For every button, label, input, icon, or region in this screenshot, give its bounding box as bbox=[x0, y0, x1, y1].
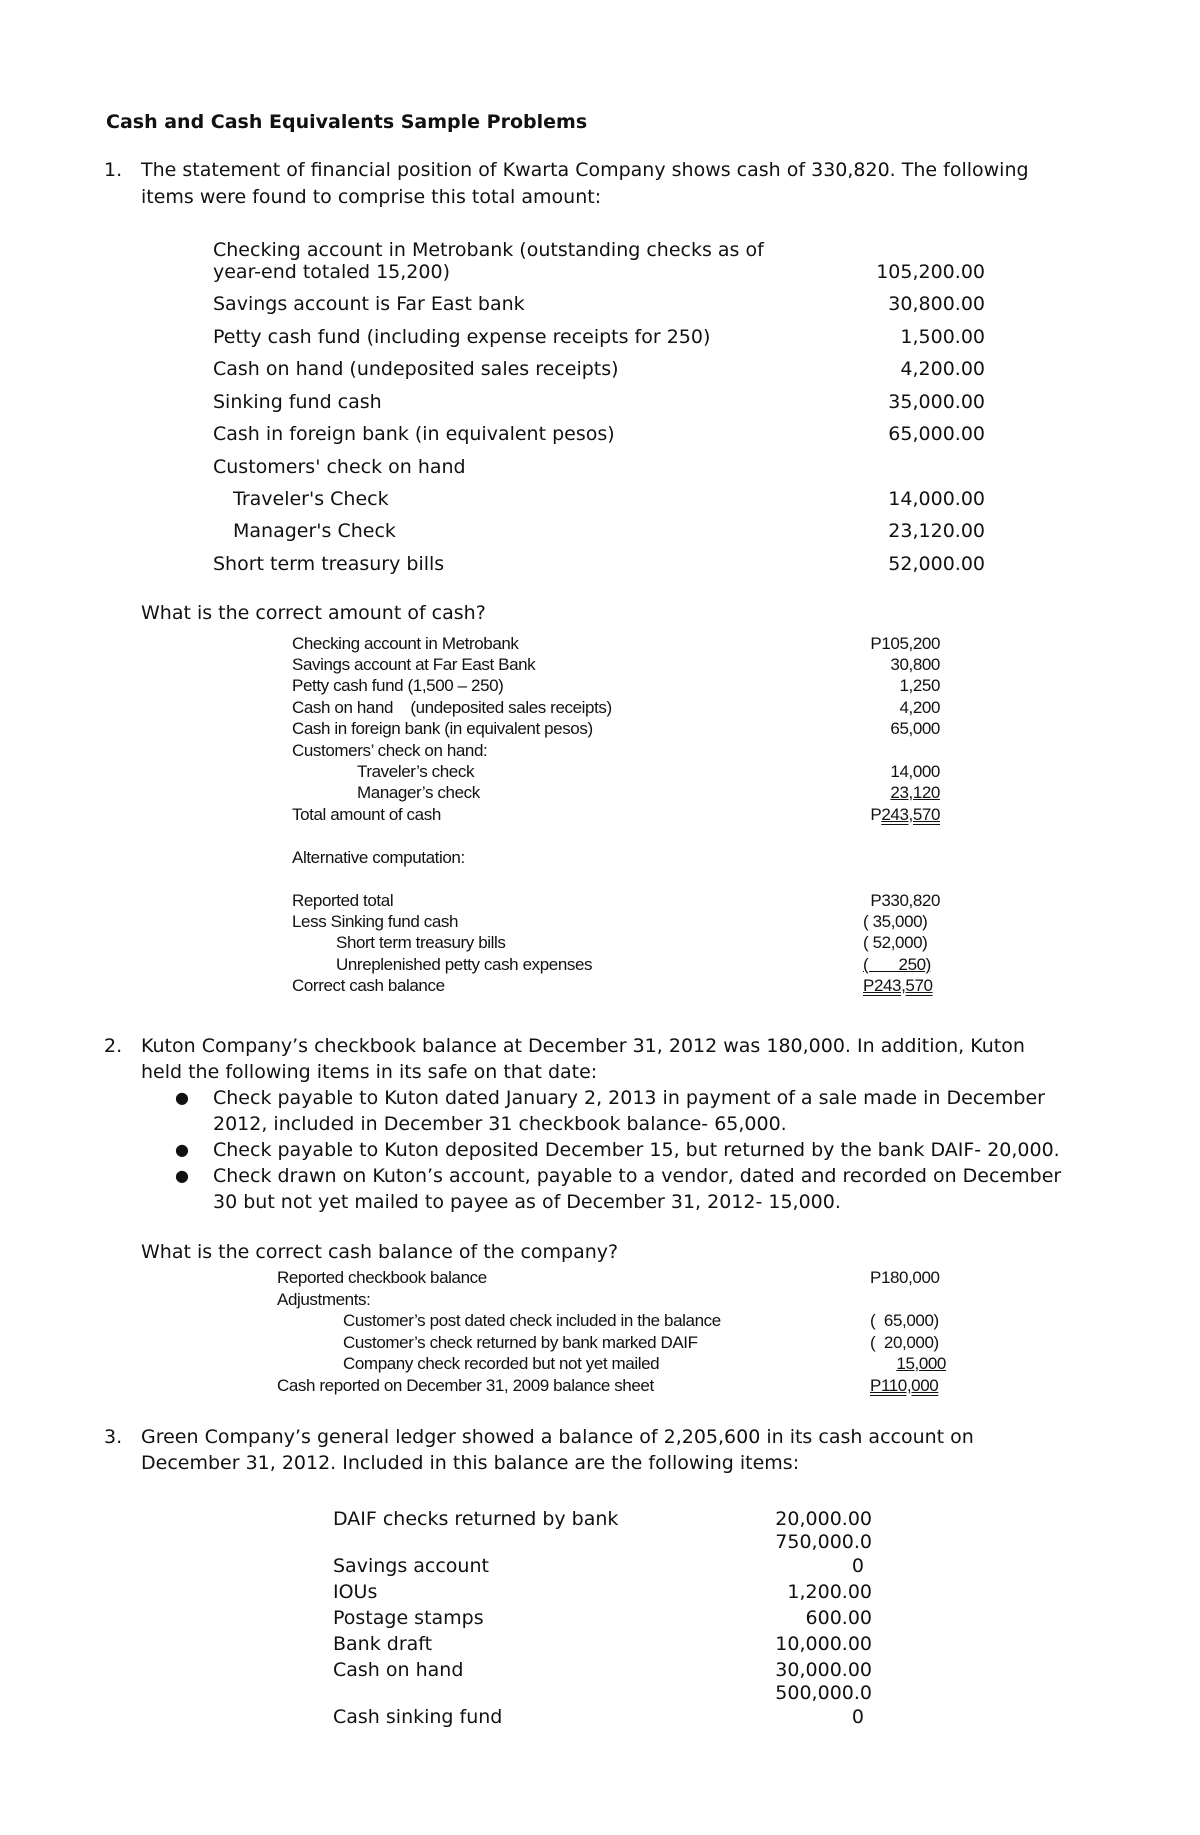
p2-bullet-line: Check payable to Kuton deposited December 15, but returned by the bank DAIF- 20,000. bbox=[213, 1139, 1060, 1161]
p1-item-label: Checking account in Metrobank (outstanding checks as of bbox=[213, 239, 764, 261]
problem-1-number: 1. bbox=[104, 159, 123, 181]
p3-item-label: DAIF checks returned by bank bbox=[333, 1508, 619, 1530]
p2-solution-label: Reported checkbook balance bbox=[277, 1268, 487, 1287]
p1-alt-value: ( 52,000) bbox=[863, 933, 928, 952]
p1-solution-label: Cash in foreign bank (in equivalent pesos) bbox=[292, 719, 593, 738]
p1-alt-label: Reported total bbox=[292, 891, 394, 910]
p1-item-value: 52,000.00 bbox=[888, 553, 985, 575]
p2-solution-value: P110,000 bbox=[870, 1376, 939, 1395]
p1-item-label: Manager's Check bbox=[233, 520, 396, 542]
p3-item-label: Savings account bbox=[333, 1555, 489, 1577]
p1-item-value: 23,120.00 bbox=[888, 520, 985, 542]
p3-item-label: Bank draft bbox=[333, 1633, 433, 1655]
p2-bullet-line: 30 but not yet mailed to payee as of December 31, 2012- 15,000. bbox=[213, 1191, 841, 1213]
p3-item-value: 0 bbox=[851, 1555, 864, 1577]
p2-solution-value bbox=[870, 1353, 946, 1375]
p1-item-label: Savings account is Far East bank bbox=[213, 293, 525, 315]
p2-solution-label: Adjustments: bbox=[277, 1290, 371, 1309]
p1-item-value: 4,200.00 bbox=[900, 358, 985, 380]
p2-solution-value-underlined: 15,000 bbox=[896, 1354, 946, 1373]
bullet-icon: ● bbox=[175, 1088, 189, 1107]
p1-item-label: Traveler's Check bbox=[233, 488, 389, 510]
problem-1-question: What is the correct amount of cash? bbox=[141, 602, 486, 624]
p1-solution-total bbox=[800, 804, 940, 826]
p1-solution-value: 30,800 bbox=[890, 655, 940, 674]
p1-alt-value: ( 250) bbox=[863, 955, 931, 974]
p1-item-label: Petty cash fund (including expense receipts for 250) bbox=[213, 326, 711, 348]
p3-item-label: Cash sinking fund bbox=[333, 1706, 503, 1728]
problem-2-intro-line-1: Kuton Company’s checkbook balance at December 31, 2012 was 180,000. In addition, Kuton bbox=[141, 1035, 1025, 1057]
p2-bullet-line: 2012, included in December 31 checkbook balance- 65,000. bbox=[213, 1113, 787, 1135]
p1-solution-total-value: 243,570 bbox=[881, 805, 940, 824]
p1-solution-value: 4,200 bbox=[899, 698, 940, 717]
p1-solution-value: 65,000 bbox=[890, 719, 940, 738]
problem-1-intro-line-1: The statement of financial position of Kwarta Company shows cash of 330,820. The following bbox=[141, 159, 1029, 181]
p3-item-value: 10,000.00 bbox=[775, 1633, 872, 1655]
p2-solution-label: Cash reported on December 31, 2009 balance sheet bbox=[277, 1376, 654, 1395]
p2-solution-value: ( 20,000) bbox=[870, 1333, 939, 1352]
problem-2-question: What is the correct cash balance of the company? bbox=[141, 1241, 619, 1263]
p1-solution-label: Petty cash fund (1,500 – 250) bbox=[292, 676, 504, 695]
p2-solution-value: ( 65,000) bbox=[870, 1311, 939, 1330]
p1-item-value: 105,200.00 bbox=[876, 261, 985, 283]
p2-bullet-line: Check drawn on Kuton’s account, payable to a vendor, dated and recorded on December bbox=[213, 1165, 1062, 1187]
p1-item-label: Short term treasury bills bbox=[213, 553, 445, 575]
p2-solution-value: P180,000 bbox=[870, 1268, 940, 1287]
p1-alt-value: P330,820 bbox=[870, 891, 940, 910]
problem-2-number: 2. bbox=[104, 1035, 123, 1057]
p1-solution-label: Checking account in Metrobank bbox=[292, 634, 519, 653]
p1-item-label: year-end totaled 15,200) bbox=[213, 261, 450, 283]
p2-bullet-line: Check payable to Kuton dated January 2, 2013 in payment of a sale made in December bbox=[213, 1087, 1045, 1109]
p2-solution-label: Customer’s check returned by bank marked DAIF bbox=[343, 1333, 698, 1352]
p1-solution-value: 1,250 bbox=[899, 676, 940, 695]
p3-item-value: 1,200.00 bbox=[787, 1581, 872, 1603]
p1-item-label: Cash in foreign bank (in equivalent pesos) bbox=[213, 423, 615, 445]
p1-solution-value-underlined: 23,120 bbox=[890, 783, 940, 802]
p1-alt-title: Alternative computation: bbox=[292, 848, 465, 867]
p1-alt-label: Short term treasury bills bbox=[336, 933, 506, 952]
p3-item-value: 750,000.0 bbox=[775, 1531, 872, 1553]
p1-solution-value: 14,000 bbox=[890, 762, 940, 781]
p1-item-label: Sinking fund cash bbox=[213, 391, 382, 413]
p1-solution-label: Cash on hand (undeposited sales receipts) bbox=[292, 698, 612, 717]
p1-item-value: 14,000.00 bbox=[888, 488, 985, 510]
p3-item-value: 30,000.00 bbox=[775, 1659, 872, 1681]
problem-2-intro-line-2: held the following items in its safe on that date: bbox=[141, 1061, 598, 1083]
p2-solution-label: Company check recorded but not yet mailed bbox=[343, 1354, 660, 1373]
p1-item-value: 65,000.00 bbox=[888, 423, 985, 445]
problem-1-intro-line-2: items were found to comprise this total amount: bbox=[141, 186, 602, 208]
p3-item-value: 20,000.00 bbox=[775, 1508, 872, 1530]
bullet-icon: ● bbox=[175, 1166, 189, 1185]
p1-item-value: 35,000.00 bbox=[888, 391, 985, 413]
p3-item-value: 500,000.0 bbox=[775, 1682, 872, 1704]
p1-alt-label: Unreplenished petty cash expenses bbox=[336, 955, 593, 974]
p1-solution-value bbox=[800, 782, 940, 804]
p1-alt-label: Less Sinking fund cash bbox=[292, 912, 459, 931]
p1-item-label: Cash on hand (undeposited sales receipts) bbox=[213, 358, 619, 380]
p3-item-label: IOUs bbox=[333, 1581, 378, 1603]
bullet-icon: ● bbox=[175, 1140, 189, 1159]
page-title: Cash and Cash Equivalents Sample Problems bbox=[106, 111, 588, 133]
p1-alt-value: P243,570 bbox=[863, 976, 933, 995]
p2-solution-label: Customer’s post dated check included in the balance bbox=[343, 1311, 721, 1330]
p1-solution-value: P105,200 bbox=[870, 634, 940, 653]
p1-solution-label: Traveler’s check bbox=[357, 762, 475, 781]
problem-3-intro-line-1: Green Company’s general ledger showed a balance of 2,205,600 in its cash account on bbox=[141, 1426, 974, 1448]
p1-alt-label: Correct cash balance bbox=[292, 976, 445, 995]
p1-alt-value: ( 35,000) bbox=[863, 912, 928, 931]
p3-item-label: Cash on hand bbox=[333, 1659, 464, 1681]
p3-item-label: Postage stamps bbox=[333, 1607, 484, 1629]
p1-solution-label: Manager’s check bbox=[357, 783, 480, 802]
p1-solution-label: Total amount of cash bbox=[292, 805, 441, 824]
p3-item-value: 0 bbox=[851, 1706, 864, 1728]
p1-solution-label: Customers’ check on hand: bbox=[292, 741, 488, 760]
p3-item-value: 600.00 bbox=[805, 1607, 872, 1629]
problem-3-number: 3. bbox=[104, 1426, 123, 1448]
p1-item-value: 30,800.00 bbox=[888, 293, 985, 315]
p1-item-label: Customers' check on hand bbox=[213, 456, 466, 478]
p1-solution-label: Savings account at Far East Bank bbox=[292, 655, 536, 674]
p1-item-value: 1,500.00 bbox=[900, 326, 985, 348]
problem-3-intro-line-2: December 31, 2012. Included in this balance are the following items: bbox=[141, 1452, 800, 1474]
p1-solution-total-prefix: P bbox=[870, 805, 882, 824]
